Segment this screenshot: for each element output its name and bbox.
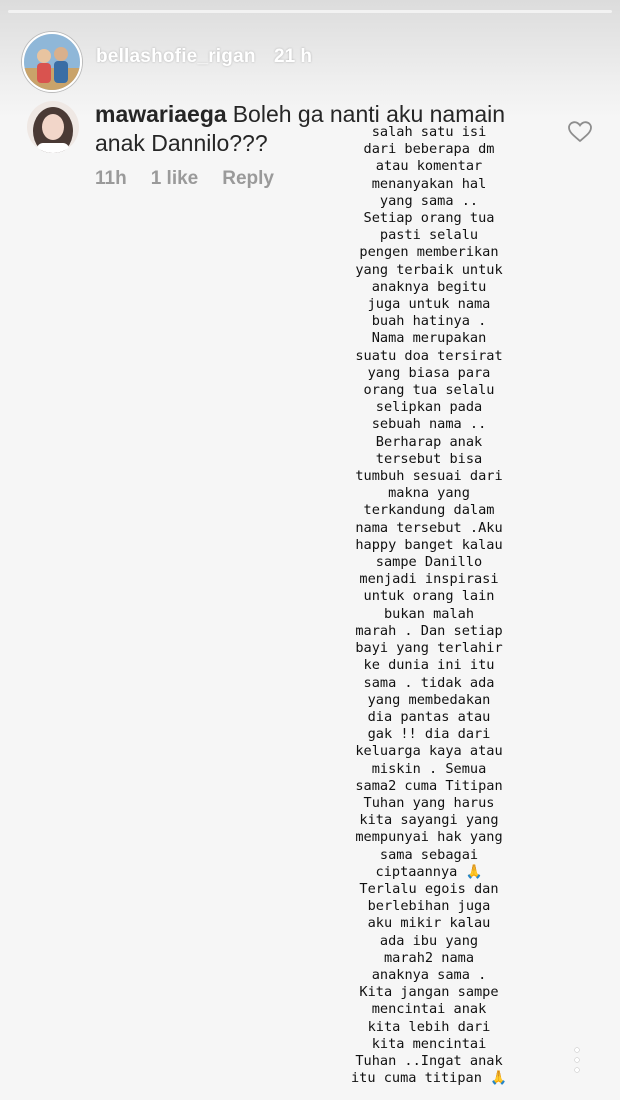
comment-like-count[interactable]: 1 like	[150, 168, 199, 189]
caption-line: menanyakan hal	[371, 175, 487, 192]
caption-line: bayi yang terlahir	[355, 640, 503, 657]
caption-line: ada ibu yang	[379, 932, 479, 949]
caption-line: anaknya begitu	[371, 278, 487, 295]
avatar-photo-icon	[27, 101, 79, 153]
caption-line: dari beberapa dm	[363, 141, 495, 158]
story-timestamp: 21 h	[274, 46, 313, 67]
caption-line: nama tersebut .Aku	[355, 519, 503, 536]
caption-line: kita lebih dari	[367, 1018, 491, 1035]
caption-line: yang biasa para	[367, 364, 491, 381]
caption-line: makna yang	[388, 485, 470, 502]
caption-line: menjadi inspirasi	[359, 571, 499, 588]
caption-line: sama sebagai	[379, 846, 479, 863]
caption-line: aku mikir kalau	[367, 915, 491, 932]
caption-line: dia pantas atau	[367, 708, 491, 725]
caption-line: anaknya sama .	[371, 966, 487, 983]
caption-line: miskin . Semua	[371, 760, 487, 777]
caption-line: sama . tidak ada	[363, 674, 495, 691]
reply-button[interactable]: Reply	[222, 168, 274, 189]
caption-line: ciptaannya 🙏	[375, 863, 483, 880]
caption-line: sama2 cuma Titipan	[355, 777, 503, 794]
caption-line: gak !! dia dari	[367, 726, 491, 743]
caption-line: kita sayangi yang	[359, 812, 499, 829]
caption-line: Nama merupakan	[371, 330, 487, 347]
caption-line: mempunyai hak yang	[355, 829, 503, 846]
caption-line: tumbuh sesuai dari	[355, 468, 503, 485]
caption-line: marah2 nama	[383, 949, 475, 966]
caption-line: juga untuk nama	[367, 296, 491, 313]
caption-line: pengen memberikan	[359, 244, 499, 261]
caption-line: tersebut bisa	[375, 450, 483, 467]
caption-line: keluarga kaya atau	[355, 743, 503, 760]
story-caption	[318, 124, 540, 1087]
caption-line: yang membedakan	[367, 691, 491, 708]
caption-line: mencintai anak	[371, 1001, 487, 1018]
story-avatar[interactable]	[22, 32, 82, 92]
caption-line: sampe Danillo	[375, 554, 483, 571]
caption-line: buah hatinya .	[371, 313, 487, 330]
caption-line: untuk orang lain	[363, 588, 495, 605]
caption-line: Berharap anak	[375, 433, 483, 450]
comment-text: Boleh ga nanti aku namain anak Dannilo???	[95, 101, 506, 156]
comment-meta	[95, 168, 298, 190]
caption-line: orang tua selalu	[363, 382, 495, 399]
caption-line: happy banget kalau	[355, 536, 503, 553]
caption-line: berlebihan juga	[367, 898, 491, 915]
caption-line: Tuhan yang harus	[363, 794, 495, 811]
caption-line: terkandung dalam	[363, 502, 495, 519]
avatar-photo-icon	[24, 34, 80, 90]
caption-line: pasti selalu	[379, 227, 479, 244]
caption-line: ke dunia ini itu	[363, 657, 495, 674]
more-options-icon[interactable]	[572, 1046, 582, 1074]
caption-line: yang sama ..	[379, 192, 479, 209]
comment-avatar[interactable]	[27, 101, 79, 153]
caption-line: suatu doa tersirat	[355, 347, 503, 364]
caption-line: kita mencintai	[371, 1035, 487, 1052]
caption-line: atau komentar	[375, 158, 483, 175]
caption-line: yang terbaik untuk	[355, 261, 503, 278]
heart-icon[interactable]	[568, 121, 592, 143]
caption-line: Setiap orang tua	[363, 210, 495, 227]
caption-line: selipkan pada	[375, 399, 483, 416]
caption-line: bukan malah	[383, 605, 475, 622]
comment-username[interactable]: mawariaega	[95, 101, 227, 127]
comment-timestamp: 11h	[95, 168, 127, 189]
story-progress-bar	[8, 10, 612, 13]
caption-line: itu cuma titipan 🙏	[350, 1070, 508, 1087]
caption-line: marah . Dan setiap	[355, 622, 503, 639]
caption-line: Terlalu egois dan	[359, 880, 499, 897]
caption-line: salah satu isi	[371, 124, 487, 140]
story-username[interactable]: bellashofie_rigan	[96, 46, 256, 67]
caption-line: Tuhan ..Ingat anak	[355, 1052, 503, 1069]
caption-line: Kita jangan sampe	[359, 984, 499, 1001]
caption-line: sebuah nama ..	[371, 416, 487, 433]
